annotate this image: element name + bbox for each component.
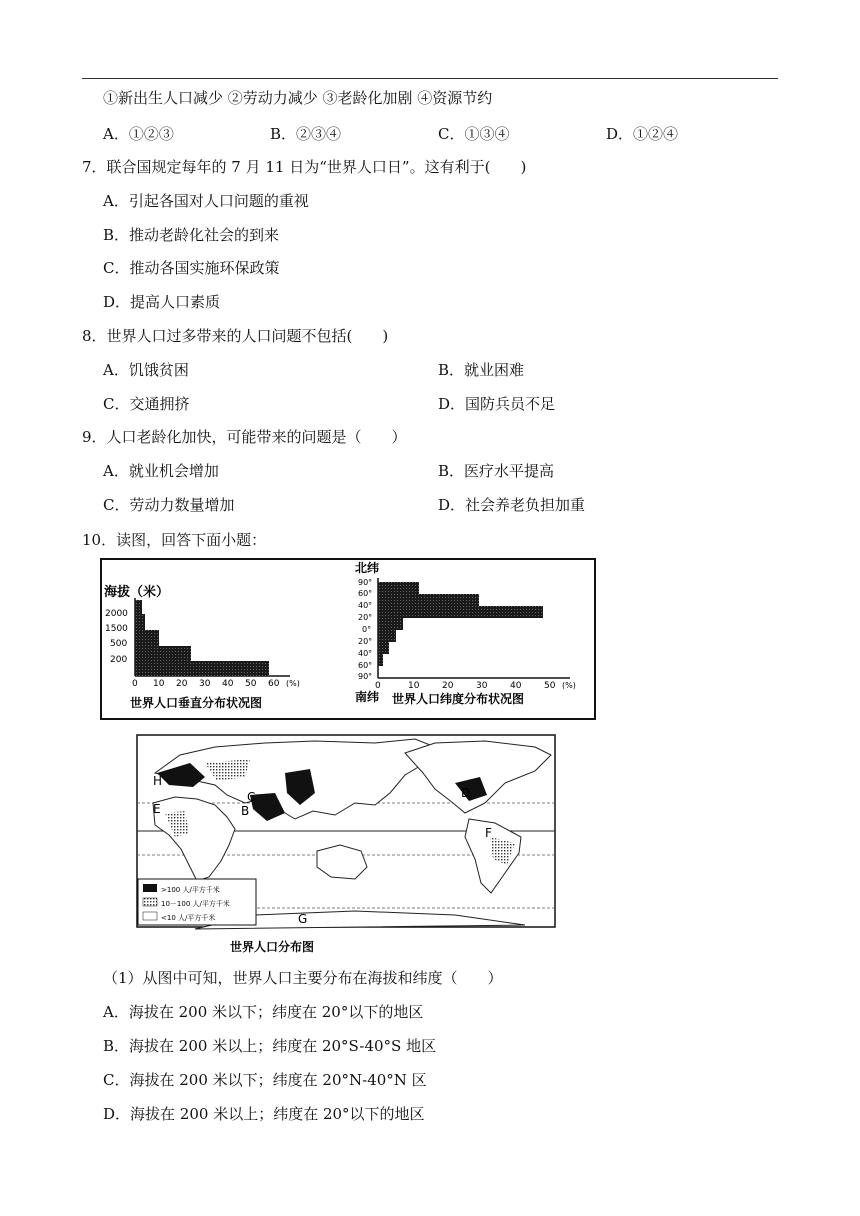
q7-option-b[interactable]: B．推动老龄化社会的到来	[103, 226, 280, 244]
legend-sparse-label: <10 人/平方千米	[161, 914, 216, 922]
map-caption: 世界人口分布图	[230, 940, 315, 954]
q7-option-d[interactable]: D．提高人口素质	[103, 293, 221, 311]
q6-option-a[interactable]: A．①②③	[103, 125, 174, 143]
map-label-f: F	[485, 826, 492, 840]
vertical-ytick-1500: 1500	[105, 624, 128, 634]
latitude-chart-caption: 世界人口纬度分布状况图	[392, 692, 525, 706]
q10-option-c[interactable]: C．海拔在 200 米以下；纬度在 20°N-40°N 区	[103, 1071, 427, 1089]
latitude-ytick-90n: 90°	[358, 578, 373, 587]
vertical-xtick-30: 30	[199, 679, 211, 689]
vertical-xtick-0: 0	[132, 679, 138, 689]
latitude-north-label: 北纬	[355, 561, 380, 575]
latitude-ytick-90s: 90°	[358, 672, 373, 681]
q10-sub1-stem: （1）从图中可知，世界人口主要分布在海拔和纬度（ ）	[103, 969, 503, 987]
vertical-bar-2	[135, 614, 145, 630]
latitude-ytick-20s: 20°	[358, 637, 373, 646]
vertical-xtick-unit: (%)	[286, 679, 300, 688]
q6-statements: ①新出生人口减少 ②劳动力减少 ③老龄化加剧 ④资源节约	[103, 89, 493, 107]
latitude-bar-0-20n	[378, 618, 403, 630]
vertical-bar-4	[135, 646, 191, 661]
vertical-xtick-20: 20	[176, 679, 188, 689]
top-rule	[82, 78, 778, 79]
latitude-ytick-40s: 40°	[358, 649, 373, 658]
vertical-bar-5	[135, 661, 269, 676]
latitude-xtick-40: 40	[510, 681, 522, 691]
map-label-d: D	[461, 786, 471, 800]
latitude-ytick-20n: 20°	[358, 613, 373, 622]
q9-option-a[interactable]: A．就业机会增加	[103, 462, 219, 480]
map-label-e: E	[153, 802, 161, 816]
latitude-xtick-10: 10	[408, 681, 420, 691]
q6-option-d[interactable]: D．①②④	[606, 125, 679, 143]
legend-medium-label: 10－100 人/平方千米	[161, 900, 230, 908]
vertical-xtick-10: 10	[153, 679, 165, 689]
latitude-ytick-40n: 40°	[358, 601, 373, 610]
legend-swatch-sparse	[143, 912, 157, 920]
q7-option-a[interactable]: A．引起各国对人口问题的重视	[103, 192, 309, 210]
vertical-xtick-60: 60	[268, 679, 280, 689]
latitude-bar-20-40n	[378, 606, 543, 618]
q9-option-b[interactable]: B．医疗水平提高	[438, 462, 555, 480]
legend-swatch-medium	[143, 898, 157, 906]
q8-stem: 8．世界人口过多带来的人口问题不包括( )	[82, 327, 389, 345]
vertical-bar-1	[135, 600, 142, 614]
latitude-south-label: 南纬	[355, 690, 380, 704]
vertical-chart-caption: 世界人口垂直分布状况图	[130, 696, 263, 710]
q7-stem: 7．联合国规定每年的 7 月 11 日为“世界人口日”。这有利于( )	[82, 158, 527, 176]
vertical-chart-ylabel: 海拔（米）	[104, 585, 170, 600]
vertical-xtick-40: 40	[222, 679, 234, 689]
latitude-bar-60-90n	[378, 582, 419, 594]
q6-option-b[interactable]: B．②③④	[270, 125, 342, 143]
latitude-xtick-20: 20	[442, 681, 454, 691]
q9-option-d[interactable]: D．社会养老负担加重	[438, 496, 586, 514]
vertical-bar-3	[135, 630, 159, 646]
legend-dense-label: >100 人/平方千米	[161, 886, 220, 894]
q10-option-b[interactable]: B．海拔在 200 米以上；纬度在 20°S-40°S 地区	[103, 1037, 437, 1055]
latitude-bar-20-40s	[378, 642, 389, 654]
population-charts-figure	[100, 558, 596, 720]
vertical-ytick-200: 200	[110, 655, 128, 665]
q8-option-b[interactable]: B．就业困难	[438, 361, 525, 379]
q6-option-c[interactable]: C．①③④	[438, 125, 510, 143]
latitude-ytick-0: 0°	[362, 625, 372, 634]
q7-option-c[interactable]: C．推动各国实施环保政策	[103, 259, 280, 277]
latitude-xtick-0: 0	[375, 681, 381, 691]
legend-swatch-dense	[143, 884, 157, 892]
q8-option-c[interactable]: C．交通拥挤	[103, 395, 190, 413]
q10-option-d[interactable]: D．海拔在 200 米以上；纬度在 20°以下的地区	[103, 1105, 425, 1123]
vertical-xtick-50: 50	[245, 679, 257, 689]
vertical-ytick-500: 500	[110, 639, 128, 649]
latitude-xtick-50: 50	[544, 681, 556, 691]
latitude-ytick-60s: 60°	[358, 661, 373, 670]
map-label-b: B	[241, 804, 250, 818]
latitude-xtick-unit: (%)	[562, 681, 576, 690]
world-population-map	[135, 733, 557, 961]
q10-stem: 10．读图，回答下面小题：	[82, 531, 267, 549]
latitude-xtick-30: 30	[476, 681, 488, 691]
latitude-ytick-60n: 60°	[358, 589, 373, 598]
latitude-bar-40-60s	[378, 654, 383, 666]
map-label-c: C	[247, 790, 256, 804]
q8-option-a[interactable]: A．饥饿贫困	[103, 361, 189, 379]
map-label-h: H	[153, 774, 163, 788]
vertical-ytick-2000: 2000	[105, 609, 128, 619]
q9-option-c[interactable]: C．劳动力数量增加	[103, 496, 235, 514]
q10-option-a[interactable]: A．海拔在 200 米以下；纬度在 20°以下的地区	[103, 1003, 424, 1021]
latitude-bar-40-60n	[378, 594, 479, 606]
map-label-g: G	[298, 912, 308, 926]
latitude-bar-0-20s	[378, 630, 396, 642]
q8-option-d[interactable]: D．国防兵员不足	[438, 395, 556, 413]
q9-stem: 9．人口老龄化加快，可能带来的问题是（ ）	[82, 428, 407, 446]
